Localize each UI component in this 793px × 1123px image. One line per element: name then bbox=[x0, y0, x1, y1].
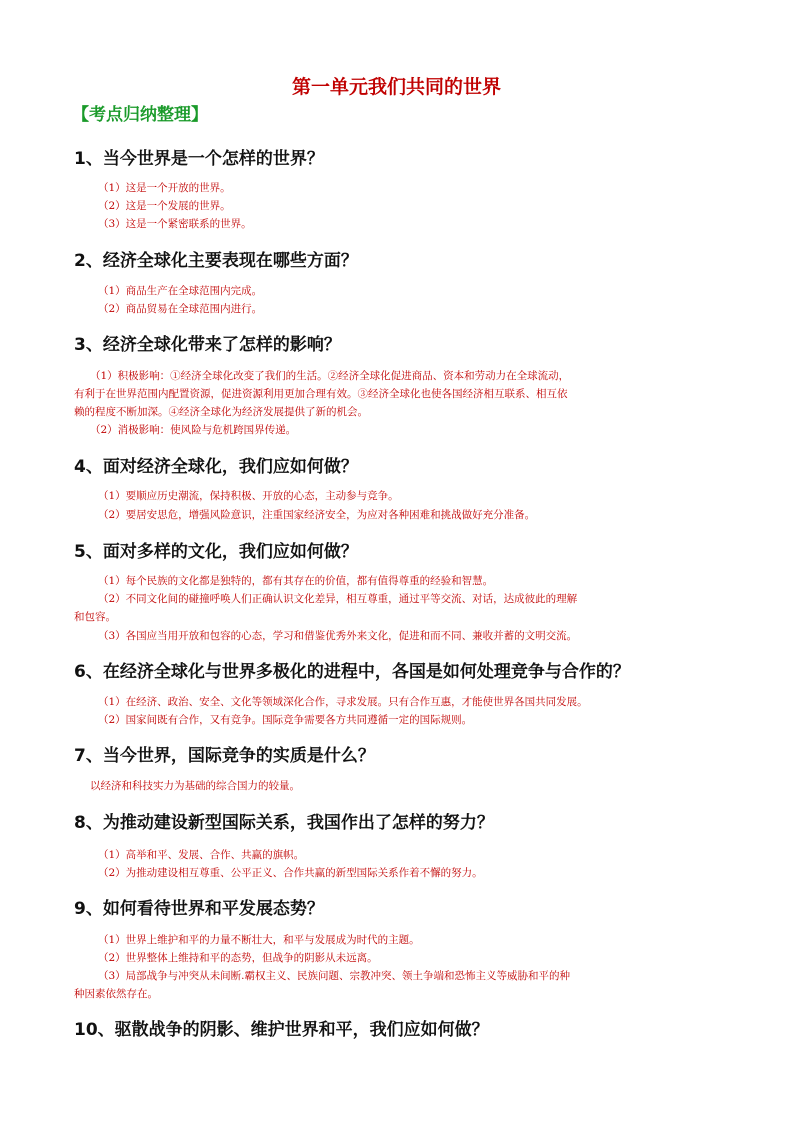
answer-line: （1）商品生产在全球范围内完成。 bbox=[98, 285, 263, 297]
answer-line: （2）世界整体上维持和平的态势，但战争的阴影从未远离。 bbox=[98, 952, 378, 964]
question-heading: 2、经济全球化主要表现在哪些方面？ bbox=[74, 251, 358, 271]
answer-line: 和包容。 bbox=[74, 611, 116, 623]
answer-line: （2）为推动建设相互尊重、公平正义、合作共赢的新型国际关系作着不懈的努力。 bbox=[98, 867, 483, 879]
question-heading: 7、当今世界，国际竞争的实质是什么？ bbox=[74, 746, 375, 766]
answer-line: （1）世界上维护和平的力量不断壮大，和平与发展成为时代的主题。 bbox=[98, 934, 420, 946]
question-heading: 9、如何看待世界和平发展态势？ bbox=[74, 899, 324, 919]
answer-line: （1）在经济、政治、安全、文化等领域深化合作，寻求发展。只有合作互惠，才能使世界各国共同发展。 bbox=[98, 696, 588, 708]
answer-line: （1）每个民族的文化都是独特的，都有其存在的价值，都有值得尊重的经验和智慧。 bbox=[98, 575, 494, 587]
question-heading: 1、当今世界是一个怎样的世界？ bbox=[74, 149, 324, 169]
question-heading: 6、在经济全球化与世界多极化的进程中，各国是如何处理竞争与合作的？ bbox=[74, 662, 630, 682]
answer-line: （2）消极影响：使风险与危机跨国界传递。 bbox=[90, 424, 297, 436]
answer-line: （3）局部战争与冲突从未间断.霸权主义、民族问题、宗教冲突、领土争端和恐怖主义等威胁和平的种 bbox=[98, 970, 571, 982]
answer-line: 赖的程度不断加深。④经济全球化为经济发展提供了新的机会。 bbox=[74, 406, 368, 418]
question-heading: 3、经济全球化带来了怎样的影响？ bbox=[74, 335, 341, 355]
question-heading: 8、为推动建设新型国际关系，我国作出了怎样的努力？ bbox=[74, 813, 494, 833]
answer-line: （1）高举和平、发展、合作、共赢的旗帜。 bbox=[98, 849, 305, 861]
answer-line: 种因素依然存在。 bbox=[74, 988, 158, 1000]
answer-line: （2）国家间既有合作，又有竞争。国际竞争需要各方共同遵循一定的国际规则。 bbox=[98, 714, 473, 726]
answer-line: （3）各国应当用开放和包容的心态，学习和借鉴优秀外来文化，促进和而不同、兼收并蓄的文明交流。 bbox=[98, 630, 578, 642]
section-tag: 【考点归纳整理】 bbox=[72, 105, 208, 125]
answer-line: （1）积极影响：①经济全球化改变了我们的生活。②经济全球化促进商品、资本和劳动力在全球流动， bbox=[90, 370, 570, 382]
page-title: 第一单元我们共同的世界 bbox=[291, 76, 501, 98]
answer-line: （3）这是一个紧密联系的世界。 bbox=[98, 218, 252, 230]
answer-line: 以经济和科技实力为基础的综合国力的较量。 bbox=[90, 780, 300, 792]
answer-line: （2）商品贸易在全球范围内进行。 bbox=[98, 303, 263, 315]
answer-line: （1）这是一个开放的世界。 bbox=[98, 182, 231, 194]
answer-line: 有利于在世界范围内配置资源，促进资源利用更加合理有效。③经济全球化也使各国经济相互联系、相互依 bbox=[74, 388, 568, 400]
answer-line: （2）不同文化间的碰撞呼唤人们正确认识文化差异，相互尊重，通过平等交流、对话，达成彼此的理解 bbox=[98, 593, 578, 605]
question-heading: 5、面对多样的文化，我们应如何做？ bbox=[74, 542, 358, 562]
answer-line: （2）要居安思危，增强风险意识，注重国家经济安全，为应对各种困难和挑战做好充分准备。 bbox=[98, 509, 536, 521]
question-heading: 10、驱散战争的阴影、维护世界和平，我们应如何做？ bbox=[74, 1020, 489, 1040]
answer-line: （2）这是一个发展的世界。 bbox=[98, 200, 231, 212]
answer-line: （1）要顺应历史潮流，保持积极、开放的心态，主动参与竞争。 bbox=[98, 490, 399, 502]
question-heading: 4、面对经济全球化，我们应如何做？ bbox=[74, 457, 358, 477]
